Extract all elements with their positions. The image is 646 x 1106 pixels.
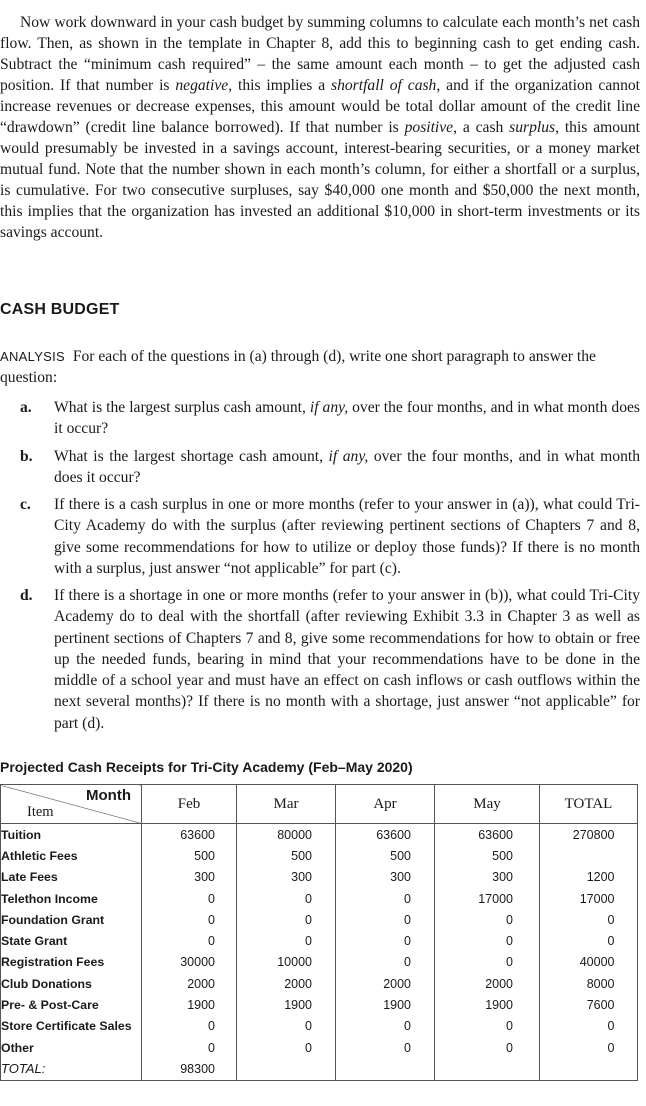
cell-value: 63600 <box>376 827 411 842</box>
row-value-cell <box>237 1037 336 1058</box>
analysis-lead: ANALYSIS <box>0 349 66 364</box>
column-header: May <box>435 785 540 824</box>
row-value-cell <box>435 909 540 930</box>
question-letter: c. <box>20 496 31 513</box>
row-value-cell <box>540 1016 638 1037</box>
intro-text: Now work downward in your cash budget by summing columns to calculate each month’s net cash flow. Then, as shown in the template in Chapter 8, add this to beginning cash to get ending cash. Subtract the “minimum cash required” – the same amount each month – to get the adjusted cash position. If that number is negative, this implies a shortfall of cash, and if the organization cannot increase revenues or decrease expenses, this amount would be total dollar amount of the credit line “drawdown” (credit line balance borrowed). If that number is positive, a cash surplus, this amount would presumably be invested in a savings account, interest-bearing securities, or a money market mutual fund. Note that the number shown in each month’s column, for either a shortfall or a surplus, is cumulative. For two consecutive surpluses, say $40,000 one month and $50,000 the next month, this implies that the organization has invested an additional $10,000 in short-term investments or its savings account. <box>0 14 640 241</box>
cell-value: 0 <box>607 934 615 949</box>
row-value-cell <box>435 888 540 909</box>
question-letter: a. <box>20 399 32 416</box>
row-value-cell <box>237 994 336 1015</box>
cell-value: 0 <box>305 934 312 949</box>
row-value-cell <box>435 1037 540 1058</box>
row-value-cell <box>237 930 336 951</box>
cell-value: 0 <box>506 934 513 949</box>
row-value-cell <box>540 952 638 973</box>
cell-value: 0 <box>506 912 513 927</box>
cell-value: 0 <box>208 1040 215 1055</box>
question-b <box>0 446 640 489</box>
cell-value: 1200 <box>586 870 615 885</box>
row-item-label: Store Certificate Sales <box>1 1016 142 1037</box>
cell-value: 0 <box>404 891 411 906</box>
cell-value: 0 <box>305 1019 312 1034</box>
cell-value: 0 <box>305 912 312 927</box>
row-value-cell <box>336 867 435 888</box>
cell-value: 7600 <box>586 998 615 1013</box>
cell-value: 0 <box>208 891 215 906</box>
column-header: Feb <box>142 785 237 824</box>
cell-value: 10000 <box>277 955 312 970</box>
row-value-cell <box>142 973 237 994</box>
column-header: Apr <box>336 785 435 824</box>
row-value-cell <box>336 824 435 846</box>
section-title: CASH BUDGET <box>0 301 120 318</box>
corner-header <box>1 785 142 824</box>
row-value-cell <box>435 952 540 973</box>
cell-value: 17000 <box>478 891 513 906</box>
cell-value: 8000 <box>586 976 615 991</box>
analysis-paragraph <box>0 346 640 388</box>
row-value-cell <box>142 952 237 973</box>
question-a <box>0 397 640 440</box>
row-value-cell <box>336 973 435 994</box>
row-value-cell <box>435 1058 540 1080</box>
table-row <box>1 973 638 994</box>
row-value-cell <box>336 952 435 973</box>
cell-value: 63600 <box>180 827 215 842</box>
cell-value: 0 <box>208 912 215 927</box>
cell-value: 30000 <box>180 955 215 970</box>
cell-value: 1900 <box>187 998 215 1013</box>
question-text: If there is a cash surplus in one or more months (refer to your answer in (a)), what could Tri-City Academy do with the surplus (after reviewing pertinent sections of Chapters 7 and 8, give some recommendations for how to utilize or deploy those funds)? If there is no month with a surplus, just answer “not applicable” for part (c). <box>54 496 640 577</box>
row-value-cell <box>237 888 336 909</box>
row-item-label: Foundation Grant <box>1 909 142 930</box>
row-value-cell <box>540 824 638 846</box>
cell-value: 0 <box>404 934 411 949</box>
row-item-label: Tuition <box>1 824 142 846</box>
row-item-label: Other <box>1 1037 142 1058</box>
row-value-cell <box>435 845 540 866</box>
cash-receipts-table <box>0 784 638 1081</box>
cell-value: 2000 <box>485 976 513 991</box>
cell-value: 2000 <box>187 976 215 991</box>
cell-value: 63600 <box>478 827 513 842</box>
row-value-cell <box>336 1037 435 1058</box>
row-value-cell <box>237 973 336 994</box>
cell-value: 0 <box>506 955 513 970</box>
row-value-cell <box>540 930 638 951</box>
row-value-cell <box>435 824 540 846</box>
row-item-label: TOTAL: <box>1 1058 142 1080</box>
table-row <box>1 1016 638 1037</box>
cell-value: 300 <box>194 870 215 885</box>
row-value-cell <box>142 994 237 1015</box>
intro-paragraph <box>0 12 640 243</box>
table-total-row <box>1 1058 638 1080</box>
cell-value: 80000 <box>277 827 312 842</box>
corner-month-label: Month <box>86 787 131 804</box>
row-value-cell <box>142 845 237 866</box>
cell-value: 500 <box>492 848 513 863</box>
row-item-label: Telethon Income <box>1 888 142 909</box>
row-item-label: Pre- & Post-Care <box>1 994 142 1015</box>
row-value-cell <box>435 930 540 951</box>
table-header-row <box>1 785 638 824</box>
cell-value: 0 <box>404 1040 411 1055</box>
cell-value: 270800 <box>572 827 615 842</box>
row-value-cell <box>237 952 336 973</box>
row-value-cell <box>540 888 638 909</box>
question-text: If there is a shortage in one or more months (refer to your answer in (b)), what could Tri-City Academy do to deal with the shortfall (after reviewing Exhibit 3.3 in Chapter 3 as well as pertinent sections of Chapters 7 and 8, give some recommendations for how to obtain or free up the needed funds, bearing in mind that your recommendations have to be done in the middle of a school year and must have an effect on cash inflows or cash outflows within the next several months)? If there is no month with a shortage, just answer “not applicable” for part (d). <box>54 587 640 732</box>
question-letter: b. <box>20 448 33 465</box>
row-value-cell <box>540 1058 638 1080</box>
row-value-cell <box>336 1016 435 1037</box>
cell-value: 17000 <box>579 891 615 906</box>
row-item-label: Athletic Fees <box>1 845 142 866</box>
cell-value: 500 <box>390 848 411 863</box>
row-value-cell <box>435 867 540 888</box>
table-row <box>1 909 638 930</box>
cell-value: 0 <box>404 1019 411 1034</box>
cell-value: 0 <box>404 912 411 927</box>
row-value-cell <box>540 867 638 888</box>
row-value-cell <box>142 824 237 846</box>
table-row <box>1 930 638 951</box>
row-value-cell <box>237 1058 336 1080</box>
row-value-cell <box>336 994 435 1015</box>
row-value-cell <box>142 909 237 930</box>
cell-value: 500 <box>194 848 215 863</box>
cell-value: 500 <box>291 848 312 863</box>
row-value-cell <box>540 845 638 866</box>
row-item-label: Late Fees <box>1 867 142 888</box>
question-text: What is the largest shortage cash amount, if any, over the four months, and in what month does it occur? <box>54 448 641 487</box>
cell-value: 1900 <box>485 998 513 1013</box>
question-text: What is the largest surplus cash amount, if any, over the four months, and in what month does it occur? <box>54 399 640 438</box>
question-letter: d. <box>20 587 33 604</box>
row-value-cell <box>435 994 540 1015</box>
row-value-cell <box>237 824 336 846</box>
question-c <box>0 494 640 579</box>
table-row <box>1 994 638 1015</box>
cell-value: 40000 <box>579 955 615 970</box>
table-row <box>1 888 638 909</box>
row-value-cell <box>142 1037 237 1058</box>
cell-value: 300 <box>291 870 312 885</box>
cell-value: 0 <box>506 1019 513 1034</box>
cell-value: 0 <box>208 1019 215 1034</box>
row-value-cell <box>336 930 435 951</box>
row-value-cell <box>540 973 638 994</box>
row-value-cell <box>540 994 638 1015</box>
row-value-cell <box>237 845 336 866</box>
cell-value: 2000 <box>284 976 312 991</box>
cell-value: 1900 <box>383 998 411 1013</box>
row-item-label: State Grant <box>1 930 142 951</box>
cell-value: 2000 <box>383 976 411 991</box>
table-row <box>1 952 638 973</box>
question-d <box>0 585 640 734</box>
table-title: Projected Cash Receipts for Tri-City Academy (Feb–May 2020) <box>0 759 413 775</box>
row-value-cell <box>142 1016 237 1037</box>
row-value-cell <box>540 1037 638 1058</box>
cell-value: 0 <box>305 1040 312 1055</box>
row-value-cell <box>237 1016 336 1037</box>
row-value-cell <box>142 1058 237 1080</box>
column-header: Mar <box>237 785 336 824</box>
row-value-cell <box>336 909 435 930</box>
cell-value: 0 <box>607 1040 615 1055</box>
cell-value: 300 <box>390 870 411 885</box>
row-value-cell <box>142 867 237 888</box>
row-value-cell <box>142 930 237 951</box>
row-value-cell <box>336 1058 435 1080</box>
row-value-cell <box>142 888 237 909</box>
cell-value: 98300 <box>180 1061 215 1076</box>
cell-value: 300 <box>492 870 513 885</box>
table-row <box>1 867 638 888</box>
row-item-label: Club Donations <box>1 973 142 994</box>
table-row <box>1 824 638 846</box>
cell-value: 1900 <box>284 998 312 1013</box>
row-value-cell <box>237 909 336 930</box>
row-value-cell <box>237 867 336 888</box>
cell-value: 0 <box>305 891 312 906</box>
column-header: TOTAL <box>540 785 638 824</box>
corner-item-label: Item <box>27 804 54 820</box>
row-item-label: Registration Fees <box>1 952 142 973</box>
row-value-cell <box>540 909 638 930</box>
cell-value: 0 <box>506 1040 513 1055</box>
cell-value: 0 <box>607 912 615 927</box>
table-row <box>1 845 638 866</box>
row-value-cell <box>336 888 435 909</box>
cell-value: 0 <box>607 1019 615 1034</box>
table-row <box>1 1037 638 1058</box>
row-value-cell <box>435 1016 540 1037</box>
analysis-text: For each of the questions in (a) through (d), write one short paragraph to answer the question: <box>0 348 596 386</box>
cell-value: 0 <box>404 955 411 970</box>
cell-value: 0 <box>208 934 215 949</box>
row-value-cell <box>336 845 435 866</box>
row-value-cell <box>435 973 540 994</box>
